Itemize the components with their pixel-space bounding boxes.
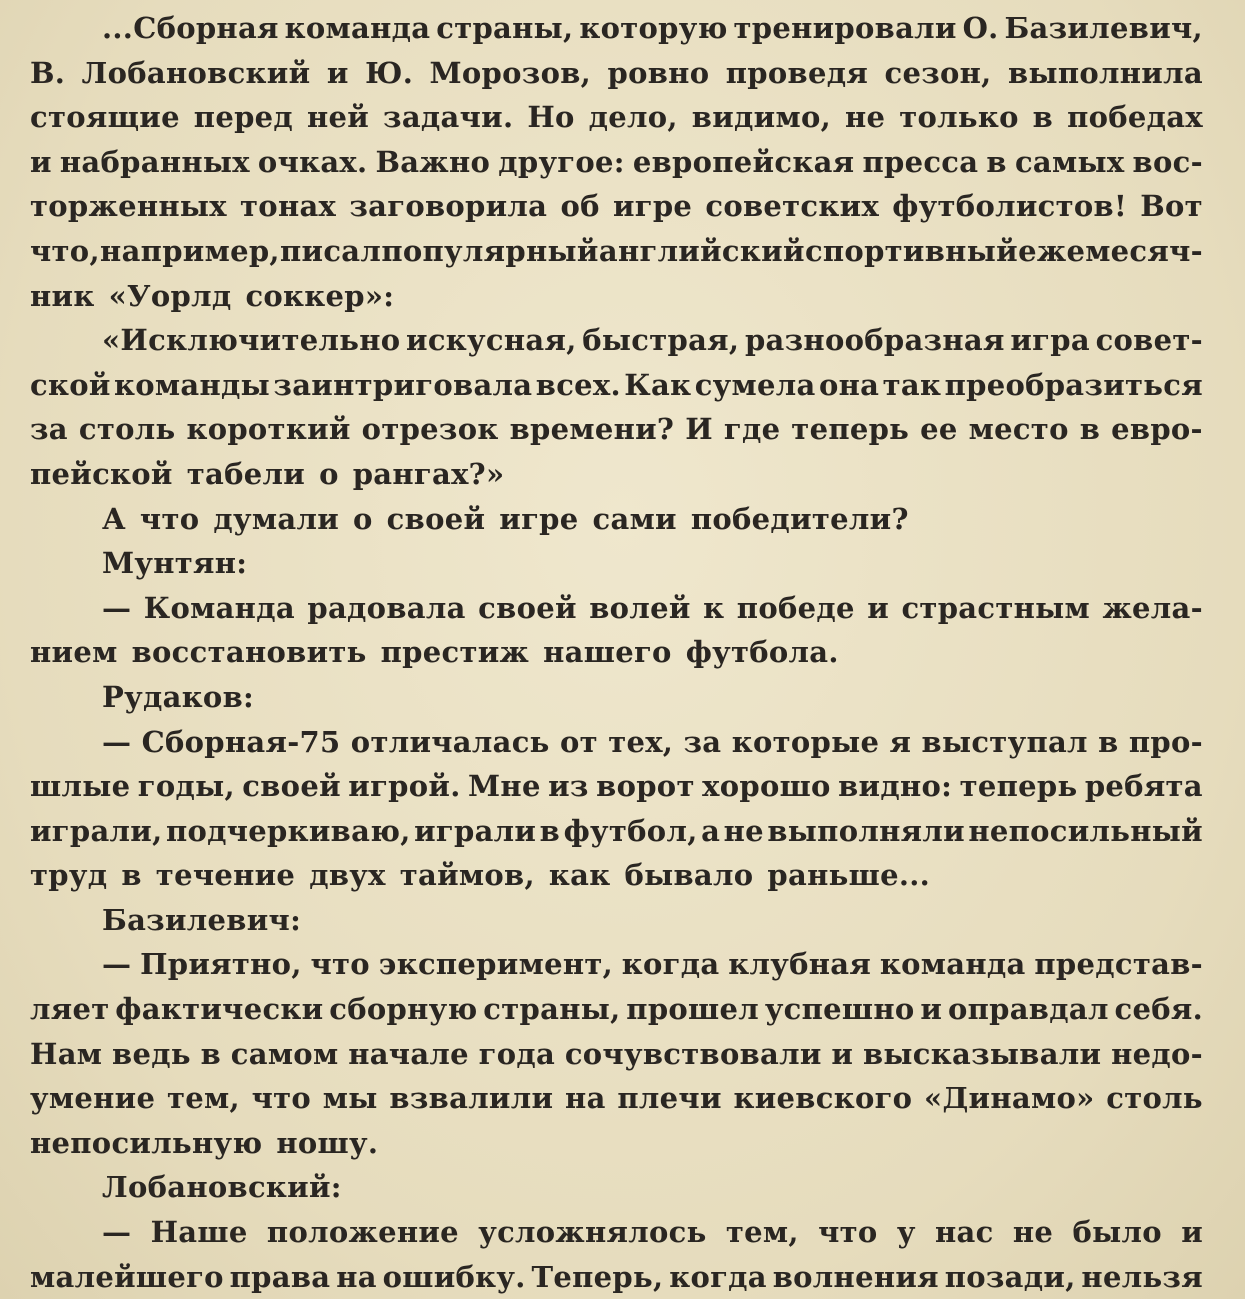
text-line: — Команда радовала своей волей к победе и страстным жела- [102,590,1203,625]
text-line: что, например, писал популярный английский спортивный ежемесяч- [30,233,1203,268]
text-line: стоящие перед ней задачи. Но дело, видимо, не только в победах [30,100,1203,135]
text-line: умение тем, что мы взвалили на плечи киевского «Динамо» столь [30,1081,1203,1116]
text-line: труд в течение двух таймов, как бывало раньше... [30,858,931,893]
text-line: ...Сборная команда страны, которую тренировали О. Базилевич, [102,11,1203,45]
text-line: нием восстановить престиж нашего футбола. [30,635,839,670]
text-line: непосильную ношу. [30,1125,379,1160]
text-line: Мунтян: [102,546,248,581]
text-line: Нам ведь в самом начале года сочувствовали и высказывали недо- [30,1036,1203,1071]
text-line: Базилевич: [102,902,302,937]
text-line: ляет фактически сборную страны, прошел успешно и оправдал себя. [30,992,1203,1027]
text-body [30,6,1203,1299]
text-line: «Исключительно искусная, быстрая, разнообразная игра совет- [102,323,1203,358]
text-line: играли, подчеркиваю, играли в футбол, а не выполняли непосильный [30,813,1203,848]
text-line: малейшего права на ошибку. Теперь, когда волнения позади, нельзя [30,1259,1203,1294]
text-line: — Приятно, что эксперимент, когда клубная команда представ- [102,947,1203,982]
text-line: — Сборная-75 отличалась от тех, за которые я выступал в про- [102,724,1203,759]
text-line: и набранных очках. Важно другое: европейская пресса в самых вос- [30,144,1203,179]
text-line: ской команды заинтриговала всех. Как сумела она так преобразиться [30,367,1203,402]
text-line: пейской табели о рангах?» [30,456,505,491]
text-line: ник «Уорлд соккер»: [30,278,395,313]
text-line: Рудаков: [102,679,255,714]
text-line: В. Лобановский и Ю. Морозов, ровно проведя сезон, выполнила [30,55,1203,90]
text-line: А что думали о своей игре сами победители? [102,501,909,536]
text-line: — Наше положение усложнялось тем, что у нас не было и [102,1215,1203,1250]
text-line: торженных тонах заговорила об игре советских футболистов! Вот [30,189,1203,224]
text-line: шлые годы, своей игрой. Мне из ворот хорошо видно: теперь ребята [30,769,1203,804]
text-line: за столь короткий отрезок времени? И где теперь ее место в евро- [30,412,1203,447]
text-line: Лобановский: [102,1170,342,1205]
